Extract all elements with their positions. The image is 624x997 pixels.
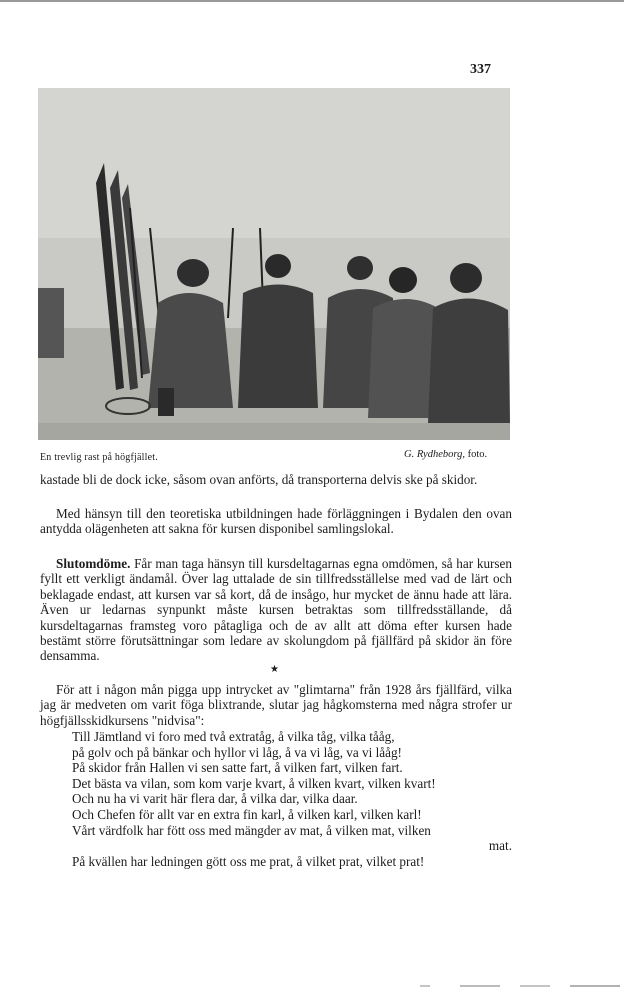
poem xyxy=(72,729,512,869)
paragraph-3-text: Får man taga hänsyn till kursdeltagarnas egna omdömen, så har kursen fyllt ett verkligt ändamål. Över lag uttalade de sin tillfredsställelse med vad de lärt och beklagade endast, att kursen var så kort, då de insågo, hur mycket de ännu hade att lära. Även ur ledarnas synpunkt måste kursen betraktas som tillfredsställande, då kursdeltagarnas framsteg voro påtagliga och de av allt att döma efter kursen hade bestämt större förutsättningar som ledare av skolungdom på fjällfärd på skidor än före densamma. xyxy=(40,556,513,664)
poem-line: Och Chefen för allt var en extra fin karl, å vilken karl, vilken karl! xyxy=(72,806,422,822)
paragraph-1-block xyxy=(40,472,512,487)
poem-line: På kvällen har ledningen gött oss me prat, å vilket prat, vilket prat! xyxy=(72,853,425,869)
paragraph-4-block xyxy=(40,682,512,728)
page-top-rule xyxy=(0,0,624,2)
paragraph-2-block xyxy=(40,506,512,537)
photo-credit xyxy=(404,449,487,460)
paragraph-3 xyxy=(40,556,512,664)
photo-illustration xyxy=(38,88,510,440)
section-separator: ★ xyxy=(270,664,279,675)
photo-credit-name: G. Rydheborg, xyxy=(404,449,465,460)
photograph xyxy=(38,88,510,440)
poem-line: på golv och på bänkar och hyllor vi låg, å va vi låg, va vi lååg! xyxy=(72,744,402,760)
paragraph-3-block xyxy=(40,556,512,664)
poem-line-continuation: mat. xyxy=(488,838,512,854)
photo-caption: En trevlig rast på högfjället. xyxy=(40,452,158,463)
paragraph-2: Med hänsyn till den teoretiska utbildningen hade förläggningen i Bydalen den ovan antydda olägenheten att sakna för kursen disponibel samlingslokal. xyxy=(40,506,512,537)
poem-line: Och nu ha vi varit här flera dar, å vilka dar, vilka daar. xyxy=(72,791,358,807)
poem-line: Det bästa va vilan, som kom varje kvart, å vilken kvart, vilken kvart! xyxy=(72,775,436,791)
poem-line: Vårt värdfolk har fött oss med mängder av mat, å vilken mat, vilken xyxy=(72,822,431,838)
scan-marks xyxy=(400,984,624,988)
poem-line: På skidor från Hallen vi sen satte fart, å vilken fart, vilken fart. xyxy=(72,760,403,776)
paragraph-1: kastade bli de dock icke, såsom ovan anförts, då transporterna delvis ske på skidor. xyxy=(40,472,478,487)
poem-line: Till Jämtland vi foro med två extratåg, å vilka tåg, vilka tååg, xyxy=(72,729,395,744)
paragraph-3-heading: Slutomdöme. xyxy=(56,556,131,571)
photo-credit-suffix: foto. xyxy=(467,449,488,460)
page-number: 337 xyxy=(470,62,491,77)
paragraph-4: För att i någon mån pigga upp intrycket av "glimtarna" från 1928 års fjällfärd, vilka jag är medveten om varit föga blixtrande, slutar jag hågkomsterna med några strofer ur högfjällsskidkursens "nidvisa": xyxy=(40,682,512,728)
